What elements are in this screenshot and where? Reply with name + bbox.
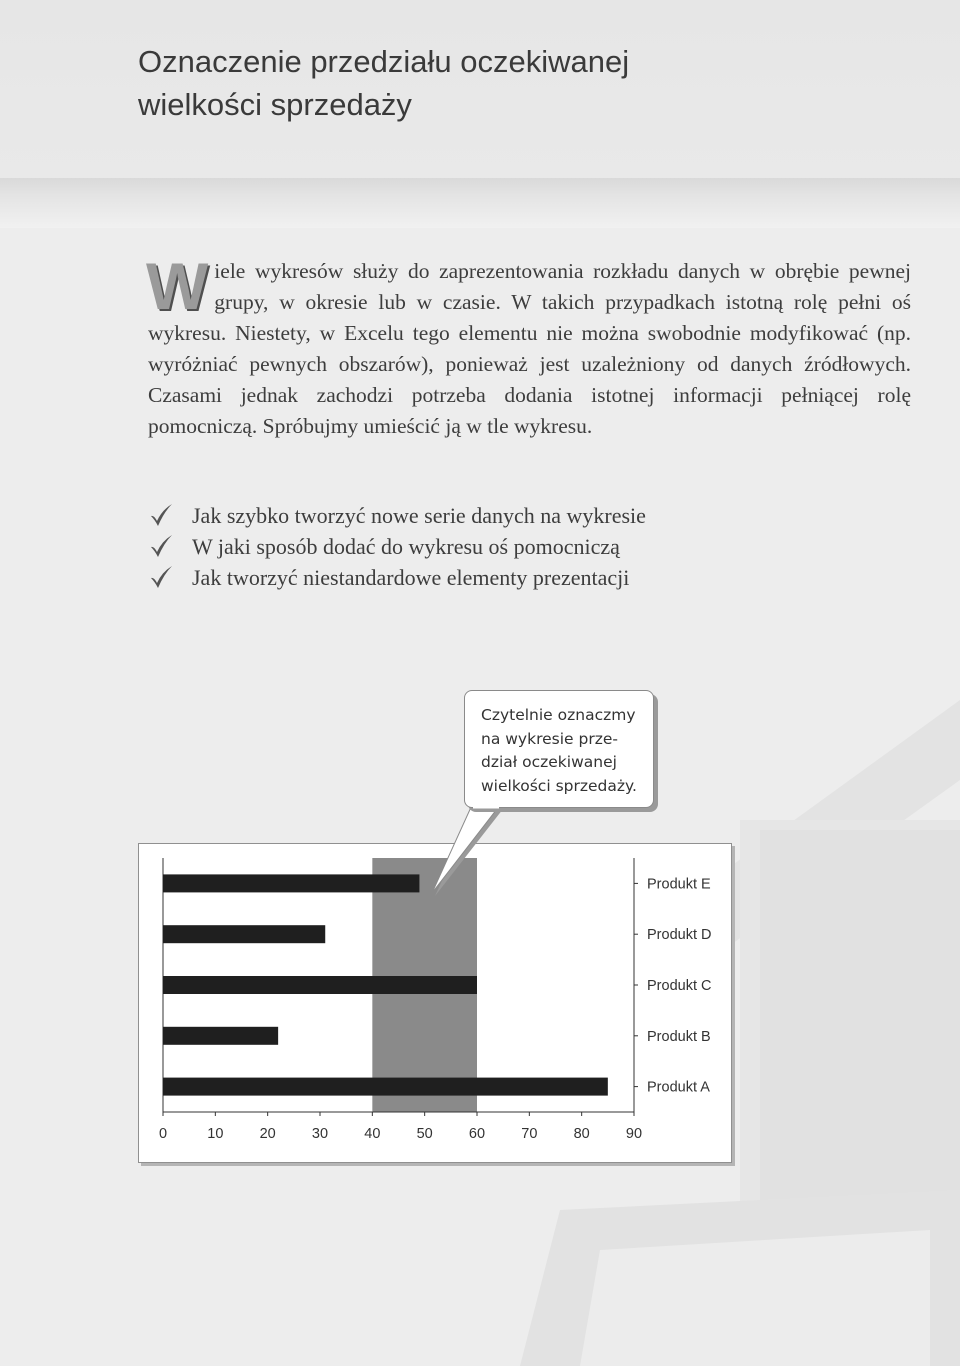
callout-line: dział oczekiwanej (481, 753, 617, 771)
callout-line: Czytelnie oznaczmy (481, 706, 636, 724)
category-label: Produkt D (647, 927, 712, 944)
category-label: Produkt A (647, 1079, 710, 1096)
category-label: Produkt B (647, 1028, 711, 1045)
x-tick-label: 20 (259, 1126, 276, 1142)
x-tick-label: 10 (207, 1126, 224, 1142)
callout-line: na wykresie prze- (481, 729, 618, 748)
callout-line: wielkości sprzedaży. (481, 776, 637, 795)
callout-box (464, 690, 654, 808)
category-label: Produkt E (647, 876, 711, 893)
checklist-item-text: Jak tworzyć niestandardowe elementy prezentacji (192, 565, 630, 590)
drop-cap: W (146, 249, 209, 323)
checklist-item-text: W jaki sposób dodać do wykresu oś pomocniczą (192, 534, 620, 559)
x-tick-label: 60 (468, 1126, 486, 1142)
x-tick-label: 50 (416, 1126, 433, 1142)
page-title-line-2: wielkości sprzedaży (138, 87, 412, 122)
x-tick-label: 80 (573, 1126, 590, 1142)
x-tick-label: 90 (625, 1126, 643, 1142)
page-title-line-1: Oznaczenie przedziału oczekiwanej (138, 44, 630, 79)
x-tick-label: 40 (364, 1126, 381, 1142)
x-tick-label: 70 (521, 1126, 538, 1142)
x-tick-label: 0 (158, 1126, 168, 1142)
category-label: Produkt C (647, 978, 712, 994)
checklist-item-text: Jak szybko tworzyć nowe serie danych na wykresie (192, 503, 646, 528)
intro-text: iele wykresów służy do zaprezentowania rozkładu danych w obrębie pewnej grupy, w okresie lub w czasie. W takich przypadkach istotną rolę pełni oś wykresu. Niestety, w Excelu tego elementu nie można swobodnie modyfikować (np. wyróżniać pewnych obszarów), ponieważ jest uzależniony od danych źródłowych. Czasami jednak zachodzi potrzeba dodania istotnej informacji pełniącej rolę pomocniczą. Spróbujmy umieścić ją w tle wykresu. (148, 259, 911, 438)
x-tick-label: 30 (311, 1126, 329, 1142)
